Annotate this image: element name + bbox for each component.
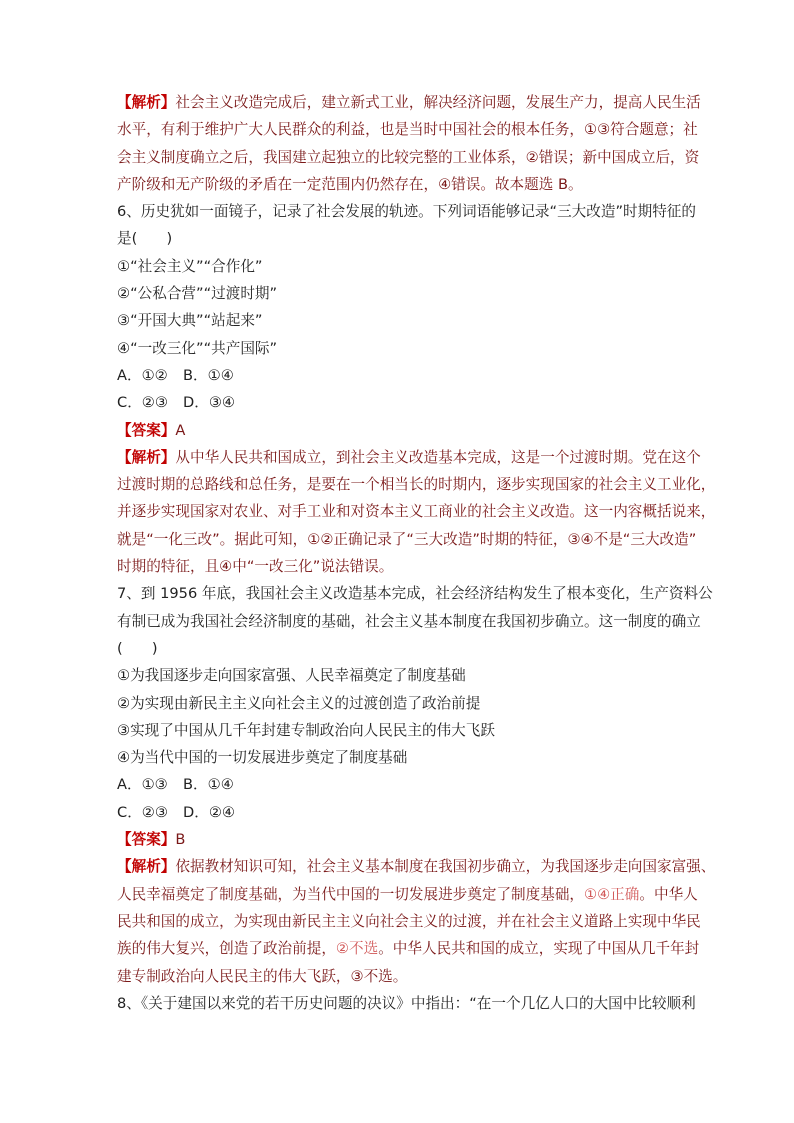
analysis-label: 【解析】	[117, 448, 176, 466]
analysis-line: 建专制政治向人民民主的伟大飞跃，③不选。	[117, 967, 408, 985]
analysis-line: 就是“一化三改”。据此可知，①②正确记录了“三大改造”时期的特征，③④不是“三大改造”	[117, 530, 697, 548]
answer-label: 【答案】	[117, 421, 176, 439]
option-c: C．②③	[117, 394, 168, 412]
analysis-line	[117, 444, 701, 471]
question-6-item: ④“一改三化”“共产国际”	[117, 339, 278, 357]
text: 族的伟大复兴，创造了政治前提，	[117, 940, 336, 958]
highlight-text: ②不选	[335, 940, 379, 958]
analysis-line: 并逐步实现国家对农业、对手工业和对资本主义工商业的社会主义改造。这一内容概括说来，	[117, 503, 716, 521]
analysis-line	[117, 89, 701, 116]
question-6-stem: 6、历史犹如一面镜子，记录了社会发展的轨迹。下列词语能够记录“三大改造”时期特征的	[117, 203, 696, 221]
analysis-line: 民共和国的成立，为实现由新民主主义向社会主义的过渡，并在社会主义道路上实现中华民	[117, 912, 701, 930]
question-7-item: ①为我国逐步走向国家富强、人民幸福奠定了制度基础	[117, 667, 466, 685]
question-6-options	[117, 389, 689, 416]
text: 。中华人	[639, 885, 698, 903]
analysis-label: 【解析】	[117, 858, 176, 876]
analysis-line	[117, 881, 698, 908]
analysis-line: 过渡时期的总路线和总任务，是要在一个相当长的时期内，逐步实现国家的社会主义工业化，	[117, 476, 716, 494]
document-page	[117, 89, 716, 1017]
question-6-stem: 是( )	[117, 230, 173, 248]
text: 人民幸福奠定了制度基础，为当代中国的一切发展进步奠定了制度基础，	[117, 885, 585, 903]
option-a: A．①③	[117, 776, 168, 794]
option-c: C．②③	[117, 803, 168, 821]
option-d: D．③④	[183, 394, 235, 412]
option-a: A．①②	[117, 366, 168, 384]
question-6-item: ③“开国大典”“站起来”	[117, 312, 263, 330]
question-7-stem: ( )	[117, 639, 158, 657]
analysis-line	[117, 935, 700, 962]
analysis-line: 产阶级和无产阶级的矛盾在一定范围内仍然存在，④错误。故本题选 B。	[117, 175, 583, 193]
question-6-item: ①“社会主义”“合作化”	[117, 257, 263, 275]
analysis-line	[117, 853, 716, 880]
question-7-item: ④为当代中国的一切发展进步奠定了制度基础	[117, 749, 408, 767]
answer-label: 【答案】	[117, 831, 176, 849]
analysis-line: 水平，有利于维护广大人民群众的利益，也是当时中国社会的根本任务，①③符合题意；社	[117, 121, 698, 139]
highlight-text: ①④正确	[584, 885, 640, 903]
text: 从中华人民共和国成立，到社会主义改造基本完成，这是一个过渡时期。党在这个	[175, 448, 701, 466]
text: 依据教材知识可知，社会主义基本制度在我国初步确立，为我国逐步走向国家富强、	[175, 858, 716, 876]
option-d: D．②④	[183, 803, 235, 821]
option-b: B．①④	[183, 366, 234, 384]
question-6-options	[117, 362, 689, 389]
question-7-item: ②为实现由新民主主义向社会主义的过渡创造了政治前提	[117, 694, 481, 712]
question-7-answer	[117, 826, 689, 853]
question-6-answer	[117, 417, 689, 444]
question-7-stem: 7、到 1956 年底，我国社会主义改造基本完成，社会经济结构发生了根本变化，生产资料公	[117, 585, 713, 603]
text: 。中华人民共和国的成立，实现了中国从几千年封	[378, 940, 700, 958]
question-6-item: ②“公私合营”“过渡时期”	[117, 285, 278, 303]
answer-value: B	[175, 831, 186, 849]
question-7-item: ③实现了中国从几千年封建专制政治向人民民主的伟大飞跃	[117, 721, 495, 739]
question-7-stem: 有制已成为我国社会经济制度的基础，社会主义基本制度在我国初步确立。这一制度的确立	[117, 612, 701, 630]
analysis-line: 时期的特征，且④中“一改三化”说法错误。	[117, 558, 394, 576]
question-7-options	[117, 799, 689, 826]
analysis-label: 【解析】	[117, 94, 176, 111]
option-b: B．①④	[183, 776, 234, 794]
answer-value: A	[175, 421, 186, 439]
question-7-options	[117, 771, 689, 798]
text: 社会主义改造完成后，建立新式工业，解决经济问题，发展生产力，提高人民生活	[175, 94, 701, 111]
question-8-stem: 8、《关于建国以来党的若干历史问题的决议》中指出：“在一个几亿人口的大国中比较顺利	[117, 994, 696, 1012]
analysis-line: 会主义制度确立之后，我国建立起独立的比较完整的工业体系，②错误；新中国成立后，资	[117, 148, 700, 166]
